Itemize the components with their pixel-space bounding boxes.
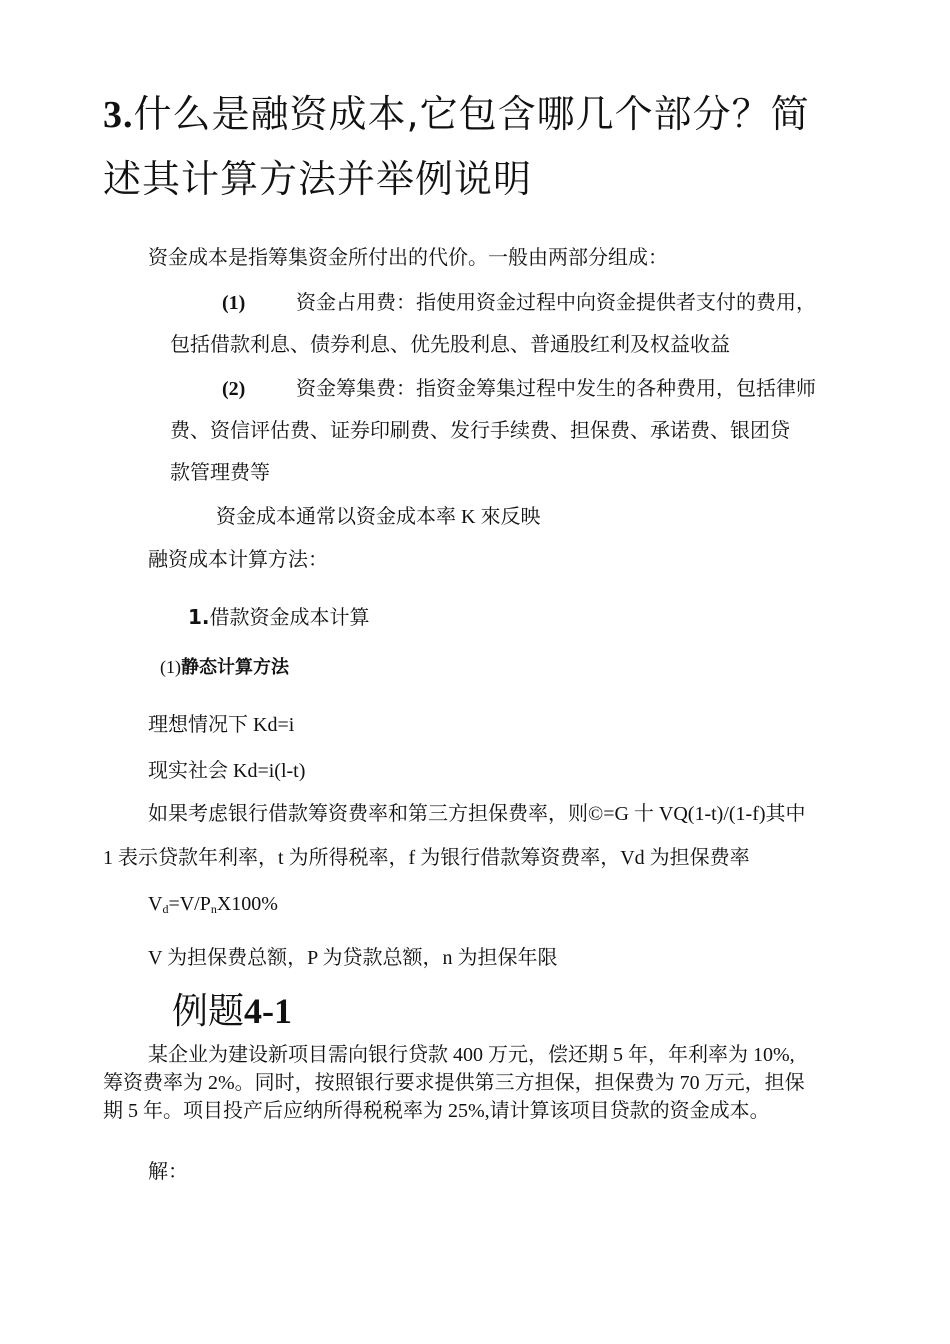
cost-rate-note: 资金成本通常以资金成本率 K 來反映 xyxy=(216,506,541,528)
formula-mid: =V/P xyxy=(168,893,211,915)
formula-v: V xyxy=(148,893,163,915)
subsection-heading xyxy=(160,654,289,681)
subsection-title: 静态计算方法 xyxy=(181,657,289,678)
title-text: 什么是融资成本,它包含哪几个部分？简 xyxy=(133,92,810,136)
page-title-line-2: 述其计算方法并举例说明 xyxy=(103,157,533,201)
title-number: 3. xyxy=(103,94,134,136)
example-number: 4-1 xyxy=(244,991,293,1031)
example-text-line-3: 期 5 年。项目投产后应纳所得税税率为 25%,请计算该项目贷款的资金成本。 xyxy=(103,1100,770,1122)
list-item-1-line-2: 包括借款利息、债券利息、优先股利息、普通股红利及权益收益 xyxy=(170,334,730,356)
list-item-1-text: 资金占用费：指使用资金过程中向资金提供者支付的费用， xyxy=(296,292,816,314)
method-heading: 融资成本计算方法： xyxy=(148,549,328,571)
consider-line-2: 1 表示贷款年利率，t 为所得税率，f 为银行借款筹资费率，Vd 为担保费率 xyxy=(103,847,750,869)
subsection-number: (1) xyxy=(160,657,181,677)
list-item-2-line-3: 款管理费等 xyxy=(170,462,270,484)
formula-sub-d: d xyxy=(162,902,169,916)
guarantee-rate-formula xyxy=(148,890,278,923)
formula-tail: X100% xyxy=(216,893,278,915)
page-title-line-1 xyxy=(103,80,810,149)
formula-sub-n: n xyxy=(210,902,217,916)
section-number: 1. xyxy=(188,605,210,629)
list-item-1-line-1 xyxy=(222,289,816,317)
consider-line-1: 如果考虑银行借款筹资费率和第三方担保费率，则©=G 十 VQ(1-t)/(1-f)其中 xyxy=(148,803,806,825)
definitions: V 为担保费总额，P 为贷款总额，n 为担保年限 xyxy=(148,947,558,969)
ideal-formula: 理想情况下 Kd=i xyxy=(148,714,295,736)
list-item-2-line-1 xyxy=(222,375,816,403)
example-heading xyxy=(172,987,292,1036)
solution-label: 解： xyxy=(148,1161,188,1183)
section-title: 借款资金成本计算 xyxy=(209,605,370,629)
example-text-line-1: 某企业为建设新项目需向银行贷款 400 万元，偿还期 5 年，年利率为 10%, xyxy=(148,1044,795,1066)
section-heading-1 xyxy=(188,603,370,631)
list-marker-2: (2) xyxy=(222,378,246,400)
list-marker-1: (1) xyxy=(222,292,246,314)
example-text-line-2: 筹资费率为 2%。同时，按照银行要求提供第三方担保，担保费为 70 万元，担保 xyxy=(103,1072,805,1094)
intro-paragraph: 资金成本是指筹集资金所付出的代价。一般由两部分组成： xyxy=(148,247,668,269)
real-formula: 现实社会 Kd=i(l-t) xyxy=(148,760,306,782)
list-item-2-text: 资金筹集费：指资金筹集过程中发生的各种费用，包括律师 xyxy=(296,378,816,400)
list-item-2-line-2: 费、资信评估费、证券印刷费、发行手续费、担保费、承诺费、银团贷 xyxy=(170,420,790,442)
example-label: 例题 xyxy=(172,991,245,1032)
